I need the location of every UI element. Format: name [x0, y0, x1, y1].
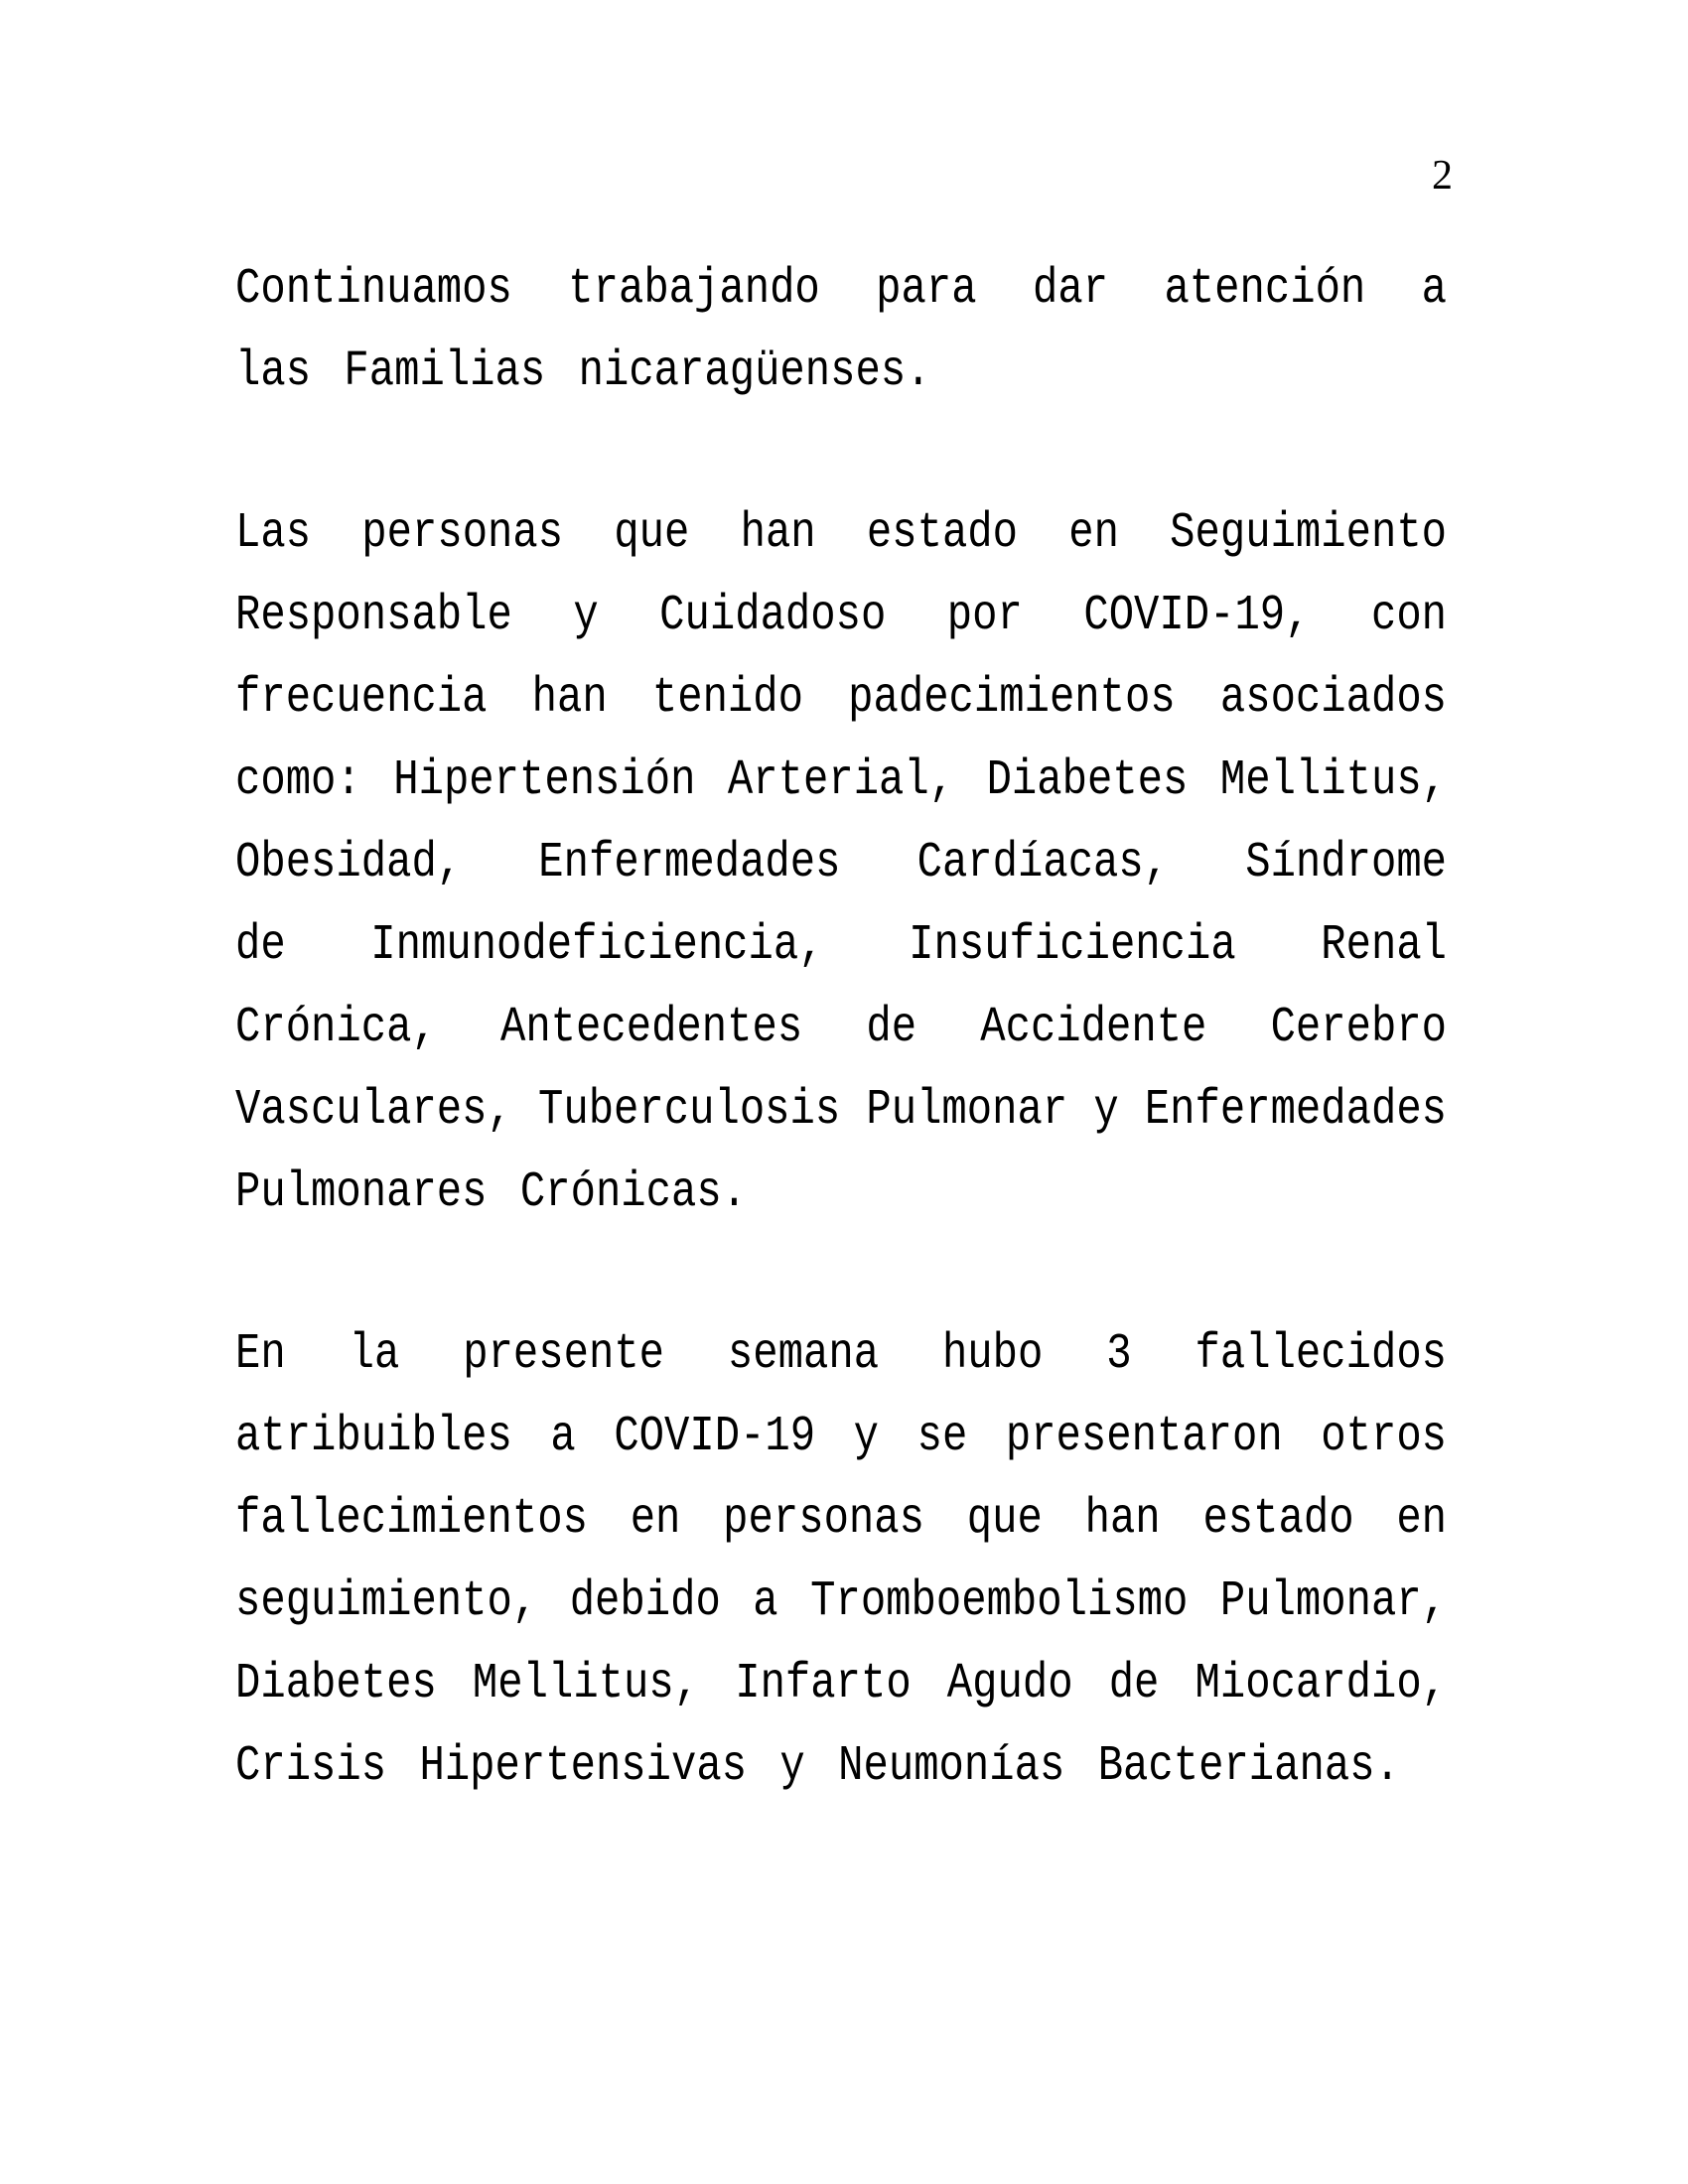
- text-line: seguimiento, debido a Tromboembolismo Pulmonar,: [235, 1573, 1448, 1630]
- text-line: Responsable y Cuidadoso por COVID-19, con: [235, 588, 1448, 644]
- text-block: [235, 248, 1447, 1887]
- text-line: como: Hipertensión Arterial, Diabetes Mellitus,: [235, 752, 1448, 809]
- text-line: Crisis Hipertensivas y Neumonías Bacterianas.: [235, 1738, 1400, 1795]
- text-line: de Inmunodeficiencia, Insuficiencia Renal: [235, 917, 1448, 974]
- paragraph-2: [235, 492, 1447, 1234]
- text-line: Vasculares, Tuberculosis Pulmonar y Enfermedades: [235, 1082, 1448, 1139]
- text-line: Las personas que han estado en Seguimiento: [235, 505, 1448, 562]
- text-line: atribuibles a COVID-19 y se presentaron otros: [235, 1409, 1448, 1465]
- page-number: 2: [1432, 153, 1453, 199]
- paragraph-3: [235, 1313, 1447, 1808]
- text-line: Continuamos trabajando para dar atención a: [235, 261, 1448, 318]
- text-line: En la presente semana hubo 3 fallecidos: [235, 1326, 1448, 1383]
- paragraph-1: [235, 248, 1447, 413]
- text-line: fallecimientos en personas que han estado en: [235, 1491, 1448, 1548]
- text-line: Obesidad, Enfermedades Cardíacas, Síndrome: [235, 835, 1448, 891]
- text-line: las Familias nicaragüenses.: [235, 343, 931, 400]
- text-line: frecuencia han tenido padecimientos asociados: [235, 670, 1448, 727]
- text-line: Diabetes Mellitus, Infarto Agudo de Miocardio,: [235, 1656, 1448, 1712]
- text-line: Crónica, Antecedentes de Accidente Cerebro: [235, 1000, 1448, 1056]
- text-line: Pulmonares Crónicas.: [235, 1164, 748, 1221]
